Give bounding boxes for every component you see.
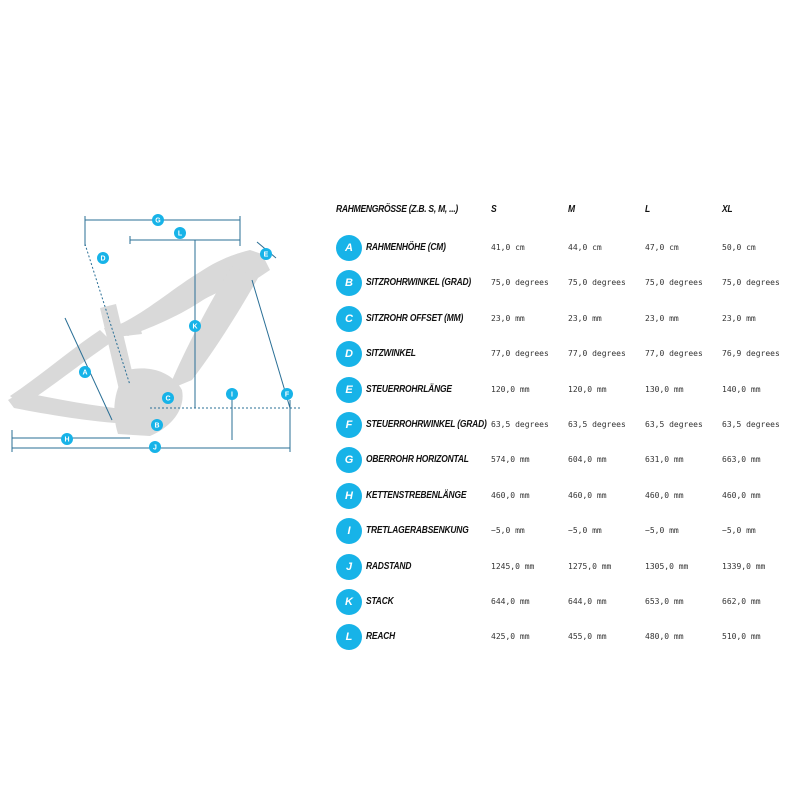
row-value: 41,0 cm [491, 243, 525, 252]
row-value: 75,0 degrees [491, 278, 549, 288]
row-value: 653,0 mm [645, 597, 684, 606]
row-value: 47,0 cm [645, 243, 679, 252]
row-key-badge: A [336, 235, 362, 261]
row-value: −5,0 mm [568, 526, 602, 536]
row-key-badge: J [336, 554, 362, 580]
row-value: −5,0 mm [491, 526, 525, 536]
row-value: 425,0 mm [491, 632, 530, 642]
row-key-badge: C [336, 306, 362, 332]
table-row [336, 518, 796, 546]
row-value: 75,0 degrees [645, 278, 703, 288]
badge-e [260, 248, 272, 260]
row-value: 1275,0 mm [568, 561, 612, 571]
row-value: 460,0 mm [568, 490, 607, 500]
frame-geometry-diagram [0, 200, 310, 460]
header-frame-size-label: RAHMENGRÖSSE (Z.B. S, M, ...) [336, 204, 459, 215]
badge-a [79, 366, 91, 378]
badge-i [226, 388, 238, 400]
svg-text:F: F [284, 391, 290, 399]
badge-k [189, 320, 201, 332]
row-label: STEUERROHRLÄNGE [366, 382, 452, 395]
svg-text:K: K [192, 323, 198, 331]
table-row [336, 624, 796, 652]
row-value: 44,0 cm [568, 243, 602, 252]
row-value: 23,0 mm [491, 313, 525, 323]
row-value: 63,5 degrees [491, 420, 549, 429]
row-label: REACH [366, 630, 396, 643]
badge-l [174, 227, 186, 239]
badge-d [97, 252, 109, 264]
row-label: OBERROHR HORIZONTAL [366, 453, 469, 466]
row-label: RADSTAND [366, 559, 412, 572]
row-value: 663,0 mm [722, 455, 761, 465]
table-row [336, 306, 796, 334]
svg-text:J: J [153, 444, 157, 452]
row-value: 631,0 mm [645, 455, 684, 465]
table-row [336, 554, 796, 582]
row-value: 460,0 mm [645, 490, 684, 500]
row-label: SITZWINKEL [366, 347, 416, 360]
header-size-s: S [491, 204, 497, 215]
svg-text:I: I [231, 391, 233, 399]
row-value: 455,0 mm [568, 632, 607, 642]
row-value: 644,0 mm [491, 597, 530, 606]
badge-b [151, 419, 163, 431]
row-key-badge: K [336, 589, 362, 615]
header-size-l: L [645, 204, 650, 215]
header-size-xl: XL [722, 204, 733, 215]
row-value: 77,0 degrees [645, 349, 703, 359]
row-value: 604,0 mm [568, 455, 607, 465]
table-row [336, 447, 796, 475]
row-key-badge: L [336, 624, 362, 650]
row-label: SITZROHRWINKEL (GRAD) [366, 276, 472, 289]
row-value: 63,5 degrees [568, 420, 626, 429]
row-value: 480,0 mm [645, 632, 684, 642]
badge-c [162, 392, 174, 404]
row-label: SITZROHR OFFSET (MM) [366, 311, 464, 324]
row-value: 1305,0 mm [645, 561, 689, 571]
table-row [336, 377, 796, 405]
row-label: TRETLAGERABSENKUNG [366, 524, 469, 537]
row-value: −5,0 mm [645, 526, 679, 536]
table-row [336, 412, 796, 440]
badge-j [149, 441, 161, 453]
row-value: 130,0 mm [645, 384, 684, 394]
row-label: KETTENSTREBENLÄNGE [366, 488, 467, 501]
row-value: 574,0 mm [491, 455, 530, 465]
badge-h [61, 433, 73, 445]
table-row [336, 341, 796, 369]
row-value: 120,0 mm [491, 384, 530, 394]
svg-text:G: G [155, 217, 161, 225]
badge-f [281, 388, 293, 400]
row-key-badge: H [336, 483, 362, 509]
row-value: 460,0 mm [491, 490, 530, 500]
badge-g [152, 214, 164, 226]
row-key-badge: D [336, 341, 362, 367]
row-value: 77,0 degrees [491, 349, 549, 359]
row-value: 510,0 mm [722, 632, 761, 642]
table-row [336, 483, 796, 511]
row-key-badge: B [336, 270, 362, 296]
header-size-m: M [568, 204, 575, 215]
svg-text:A: A [82, 369, 88, 377]
table-row [336, 235, 796, 263]
row-value: −5,0 mm [722, 526, 756, 536]
row-label: RAHMENHÖHE (CM) [366, 241, 446, 253]
row-value: 77,0 degrees [568, 349, 626, 359]
svg-text:B: B [154, 422, 160, 430]
row-value: 50,0 cm [722, 243, 756, 252]
row-key-badge: G [336, 447, 362, 473]
svg-text:D: D [100, 255, 106, 263]
row-value: 23,0 mm [568, 313, 602, 323]
svg-text:E: E [263, 251, 269, 259]
row-value: 644,0 mm [568, 597, 607, 606]
row-value: 63,5 degrees [645, 420, 703, 429]
row-value: 23,0 mm [645, 313, 679, 323]
svg-text:L: L [177, 230, 183, 238]
svg-text:C: C [165, 395, 171, 403]
row-label: STEUERROHRWINKEL (GRAD) [366, 418, 487, 430]
row-value: 23,0 mm [722, 313, 756, 323]
row-value: 460,0 mm [722, 490, 761, 500]
row-value: 1339,0 mm [722, 561, 766, 571]
row-value: 1245,0 mm [491, 561, 535, 571]
row-value: 662,0 mm [722, 597, 761, 606]
row-label: STACK [366, 595, 394, 607]
row-key-badge: F [336, 412, 362, 438]
row-value: 75,0 degrees [722, 278, 780, 288]
row-value: 76,9 degrees [722, 349, 780, 359]
table-row [336, 589, 796, 617]
row-value: 140,0 mm [722, 384, 761, 394]
row-value: 75,0 degrees [568, 278, 626, 288]
row-value: 63,5 degrees [722, 420, 780, 429]
row-value: 120,0 mm [568, 384, 607, 394]
svg-text:H: H [64, 436, 70, 444]
table-row [336, 270, 796, 298]
row-key-badge: E [336, 377, 362, 403]
row-key-badge: I [336, 518, 362, 544]
